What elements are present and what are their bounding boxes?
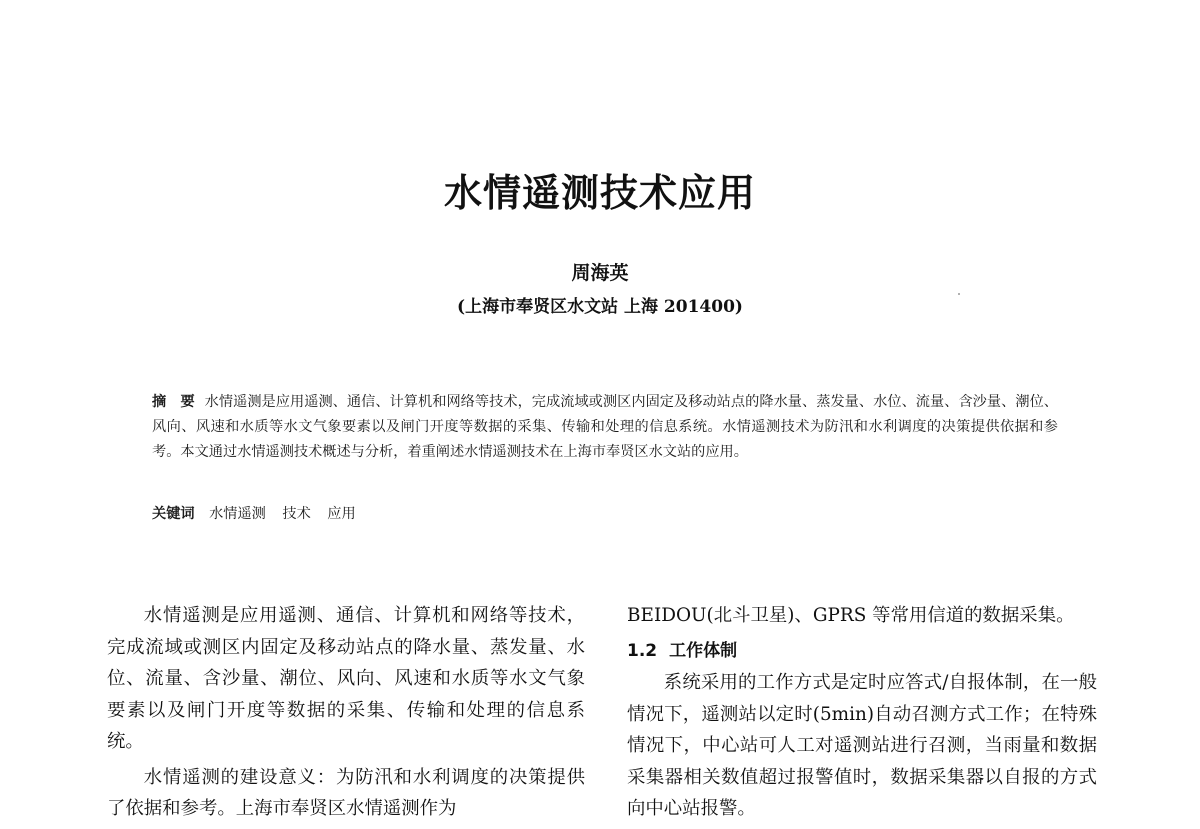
author-affiliation: (上海市奉贤区水文站 上海 201400)	[457, 297, 743, 317]
keywords-label: 关键词	[152, 506, 195, 522]
keywords	[152, 502, 1058, 527]
paper-title: 水情遥测技术应用	[443, 171, 756, 215]
section-heading	[627, 636, 1097, 668]
body-paragraph: BEIDOU(北斗卫星)、GPRS 等常用信道的数据采集。	[627, 605, 1075, 626]
body-column-left	[107, 600, 585, 829]
keyword-item: 应用	[327, 506, 356, 522]
author-name: 周海英	[571, 262, 629, 284]
section-number: 1.2	[627, 640, 658, 661]
section-title: 工作体制	[669, 640, 738, 661]
keyword-item: 水情遥测	[209, 506, 266, 522]
scan-speck	[958, 293, 960, 295]
body-column-right	[627, 600, 1097, 829]
abstract-text: 水情遥测是应用遥测、通信、计算机和网络等技术，完成流域或测区内固定及移动站点的降水量、蒸发量、水位、流量、含沙量、潮位、风向、风速和水质等水文气象要素以及闸门开度等数据的采集、传输和处理的信息系统。水情遥测技术为防汛和水利调度的决策提供依据和参考。本文通过水情遥测技术概述与分析，着重阐述水情遥测技术在上海市奉贤区水文站的应用。	[152, 394, 1058, 460]
keyword-item: 技术	[282, 506, 311, 522]
body-paragraph: 水情遥测的建设意义：为防汛和水利调度的决策提供了依据和参考。上海市奉贤区水情遥测作为	[107, 766, 585, 819]
abstract	[152, 390, 1058, 465]
abstract-label: 摘 要	[152, 394, 195, 410]
body-paragraph: 系统采用的工作方式是定时应答式/自报体制，在一般情况下，遥测站以定时(5min)自动召测方式工作；在特殊情况下，中心站可人工对遥测站进行召测，当雨量和数据采集器相关数值超过报警值时，数据采集器以自报的方式向中心站报警。	[627, 672, 1097, 819]
body-paragraph: 水情遥测是应用遥测、通信、计算机和网络等技术，完成流域或测区内固定及移动站点的降水量、蒸发量、水位、流量、含沙量、潮位、风向、风速和水质等水文气象要素以及闸门开度等数据的采集、传输和处理的信息系统。	[107, 605, 585, 752]
